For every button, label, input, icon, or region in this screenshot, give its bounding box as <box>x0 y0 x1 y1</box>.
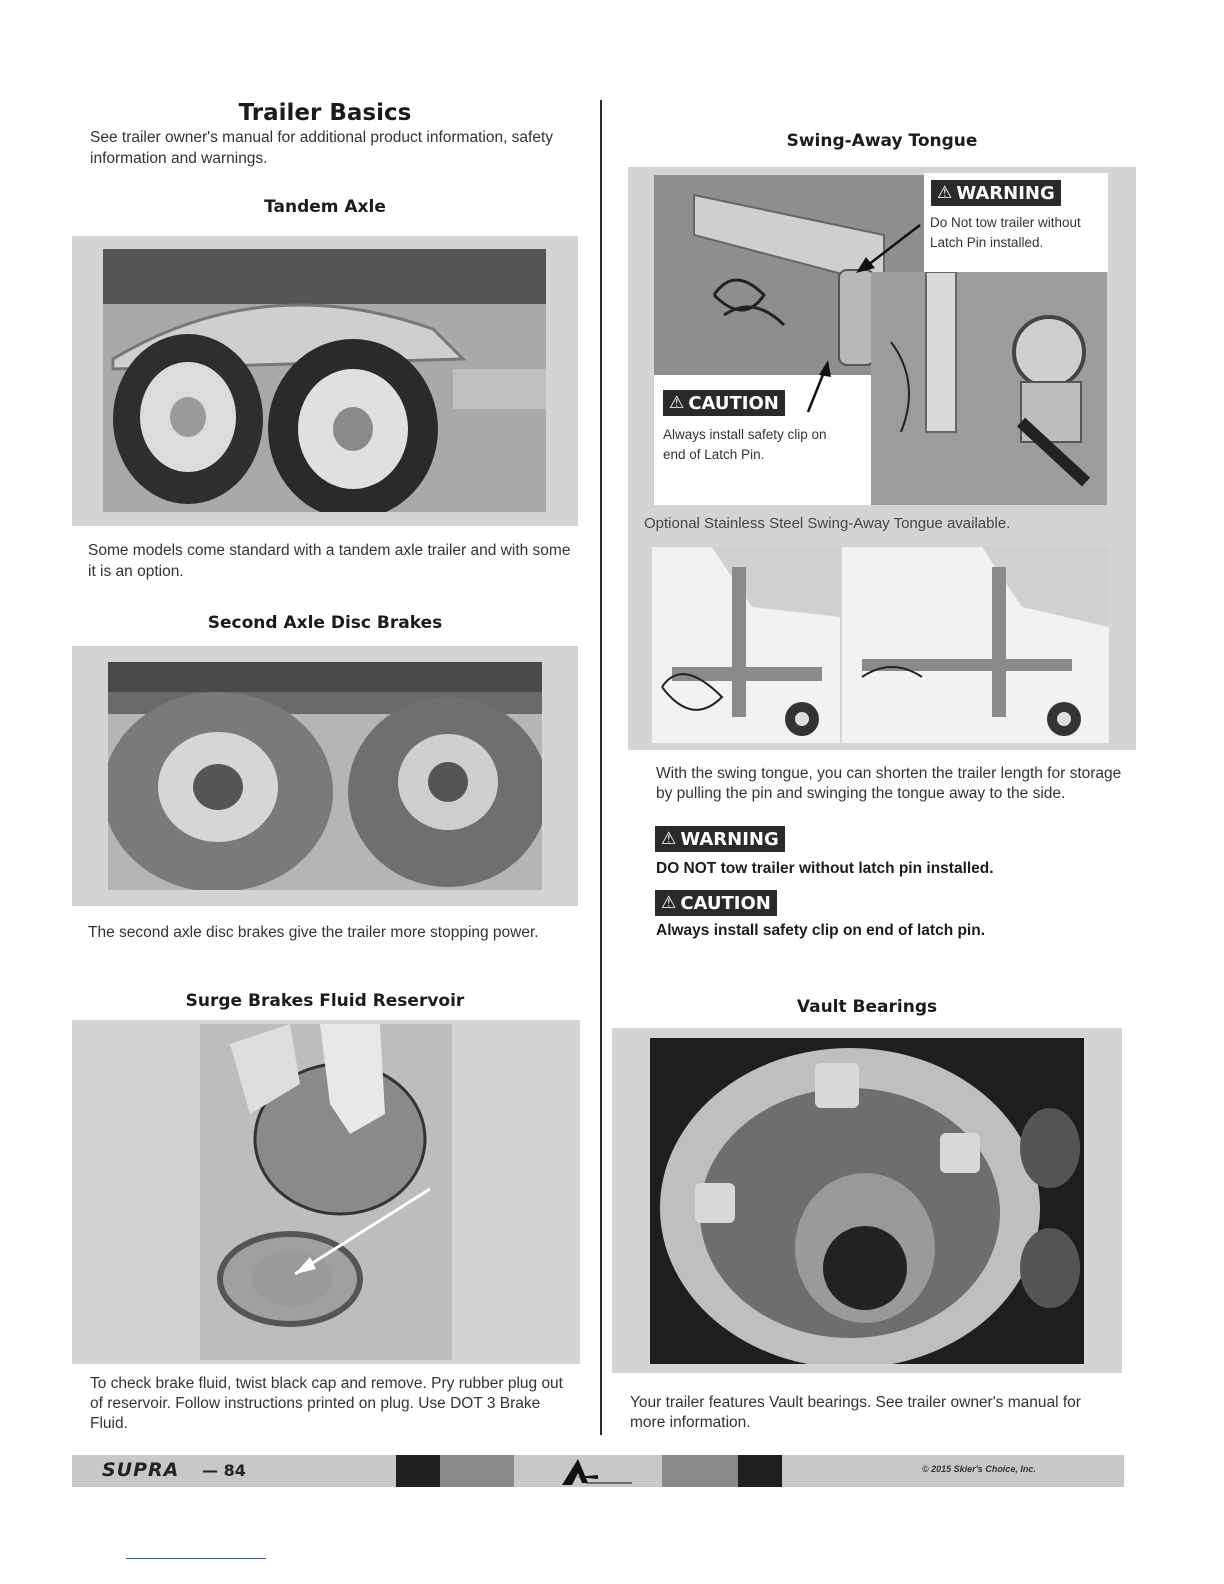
tongue-swung-photo <box>842 547 1109 743</box>
disc-brakes-heading: Second Axle Disc Brakes <box>207 613 443 633</box>
caution-text: Always install safety clip on end of latch pin. <box>656 922 986 939</box>
vault-bearings-panel <box>612 1028 1122 1373</box>
swing-tongue-panel <box>628 167 1136 750</box>
warning-triangle-icon: ⚠ <box>661 829 677 849</box>
tandem-axle-illustration <box>103 249 546 512</box>
photo-caution-badge: ⚠ CAUTION <box>662 389 786 417</box>
disc-brakes-panel <box>72 646 578 906</box>
warning-text: DO NOT tow trailer without latch pin installed. <box>656 860 994 877</box>
photo-warning-text: Do Not tow trailer without Latch Pin installed. <box>930 215 1081 250</box>
photo-caution-text: Always install safety clip on end of Latch Pin. <box>663 427 827 462</box>
footer-dark-block-left <box>396 1455 440 1487</box>
warning-triangle-icon: ⚠ <box>937 183 953 203</box>
fluid-reservoir-panel <box>72 1020 580 1364</box>
page-title: Trailer Basics <box>238 100 412 126</box>
tandem-axle-panel <box>72 236 578 526</box>
fluid-reservoir-heading: Surge Brakes Fluid Reservoir <box>185 991 465 1011</box>
footer-dark-block-right <box>738 1455 782 1487</box>
bottom-link-underline <box>126 1558 266 1559</box>
vault-bearings-caption: Your trailer features Vault bearings. See trailer owner's manual for more information. <box>630 1394 1081 1431</box>
page-footer <box>72 1455 1124 1487</box>
footer-grey-block-left <box>440 1455 514 1487</box>
tandem-axle-photo <box>103 249 546 512</box>
caution-triangle-icon: ⚠ <box>669 393 685 413</box>
swing-tongue-description: With the swing tongue, you can shorten the trailer length for storage by pulling the pin and swinging the tongue away to the side. <box>656 765 1122 802</box>
fluid-reservoir-photo <box>200 1024 452 1360</box>
column-divider <box>600 100 602 1435</box>
photo-warning-badge: ⚠ WARNING <box>930 179 1062 207</box>
disc-brakes-photo <box>108 662 542 890</box>
tandem-axle-heading: Tandem Axle <box>264 197 386 217</box>
tongue-folded-photo <box>652 547 840 743</box>
disc-brakes-caption: The second axle disc brakes give the trailer more stopping power. <box>88 924 539 941</box>
vault-bearings-heading: Vault Bearings <box>796 997 938 1017</box>
footer-brand: SUPRA <box>102 1459 180 1481</box>
footer-page-number: — 84 <box>202 1461 246 1480</box>
warning-badge: ⚠ WARNING <box>654 825 786 853</box>
fluid-reservoir-illustration <box>200 1024 452 1360</box>
caution-badge: ⚠ CAUTION <box>654 889 778 917</box>
swing-tongue-heading: Swing-Away Tongue <box>786 131 978 151</box>
tongue-swung-illustration <box>842 547 1109 743</box>
caution-triangle-icon: ⚠ <box>661 893 677 913</box>
callout-arrows <box>628 167 1136 467</box>
tandem-axle-caption: Some models come standard with a tandem axle trailer and with some it is an option. <box>88 542 571 580</box>
vault-bearings-photo <box>650 1038 1084 1364</box>
tongue-folded-illustration <box>652 547 840 743</box>
optional-tongue-caption: Optional Stainless Steel Swing-Away Tongue available. <box>644 515 1011 532</box>
disc-brakes-illustration <box>108 662 542 890</box>
fluid-reservoir-caption: To check brake fluid, twist black cap and remove. Pry rubber plug out of reservoir. Follow instructions printed on plug. Use DOT 3 Brake Fluid. <box>90 1375 563 1432</box>
footer-grey-block-right <box>662 1455 738 1487</box>
intro-text: See trailer owner's manual for additional product information, safety information and warnings. <box>90 129 554 167</box>
vault-bearings-illustration <box>650 1038 1084 1364</box>
supra-a-logo-icon <box>558 1455 638 1487</box>
footer-copyright: © 2015 Skier's Choice, Inc. <box>922 1464 1036 1474</box>
